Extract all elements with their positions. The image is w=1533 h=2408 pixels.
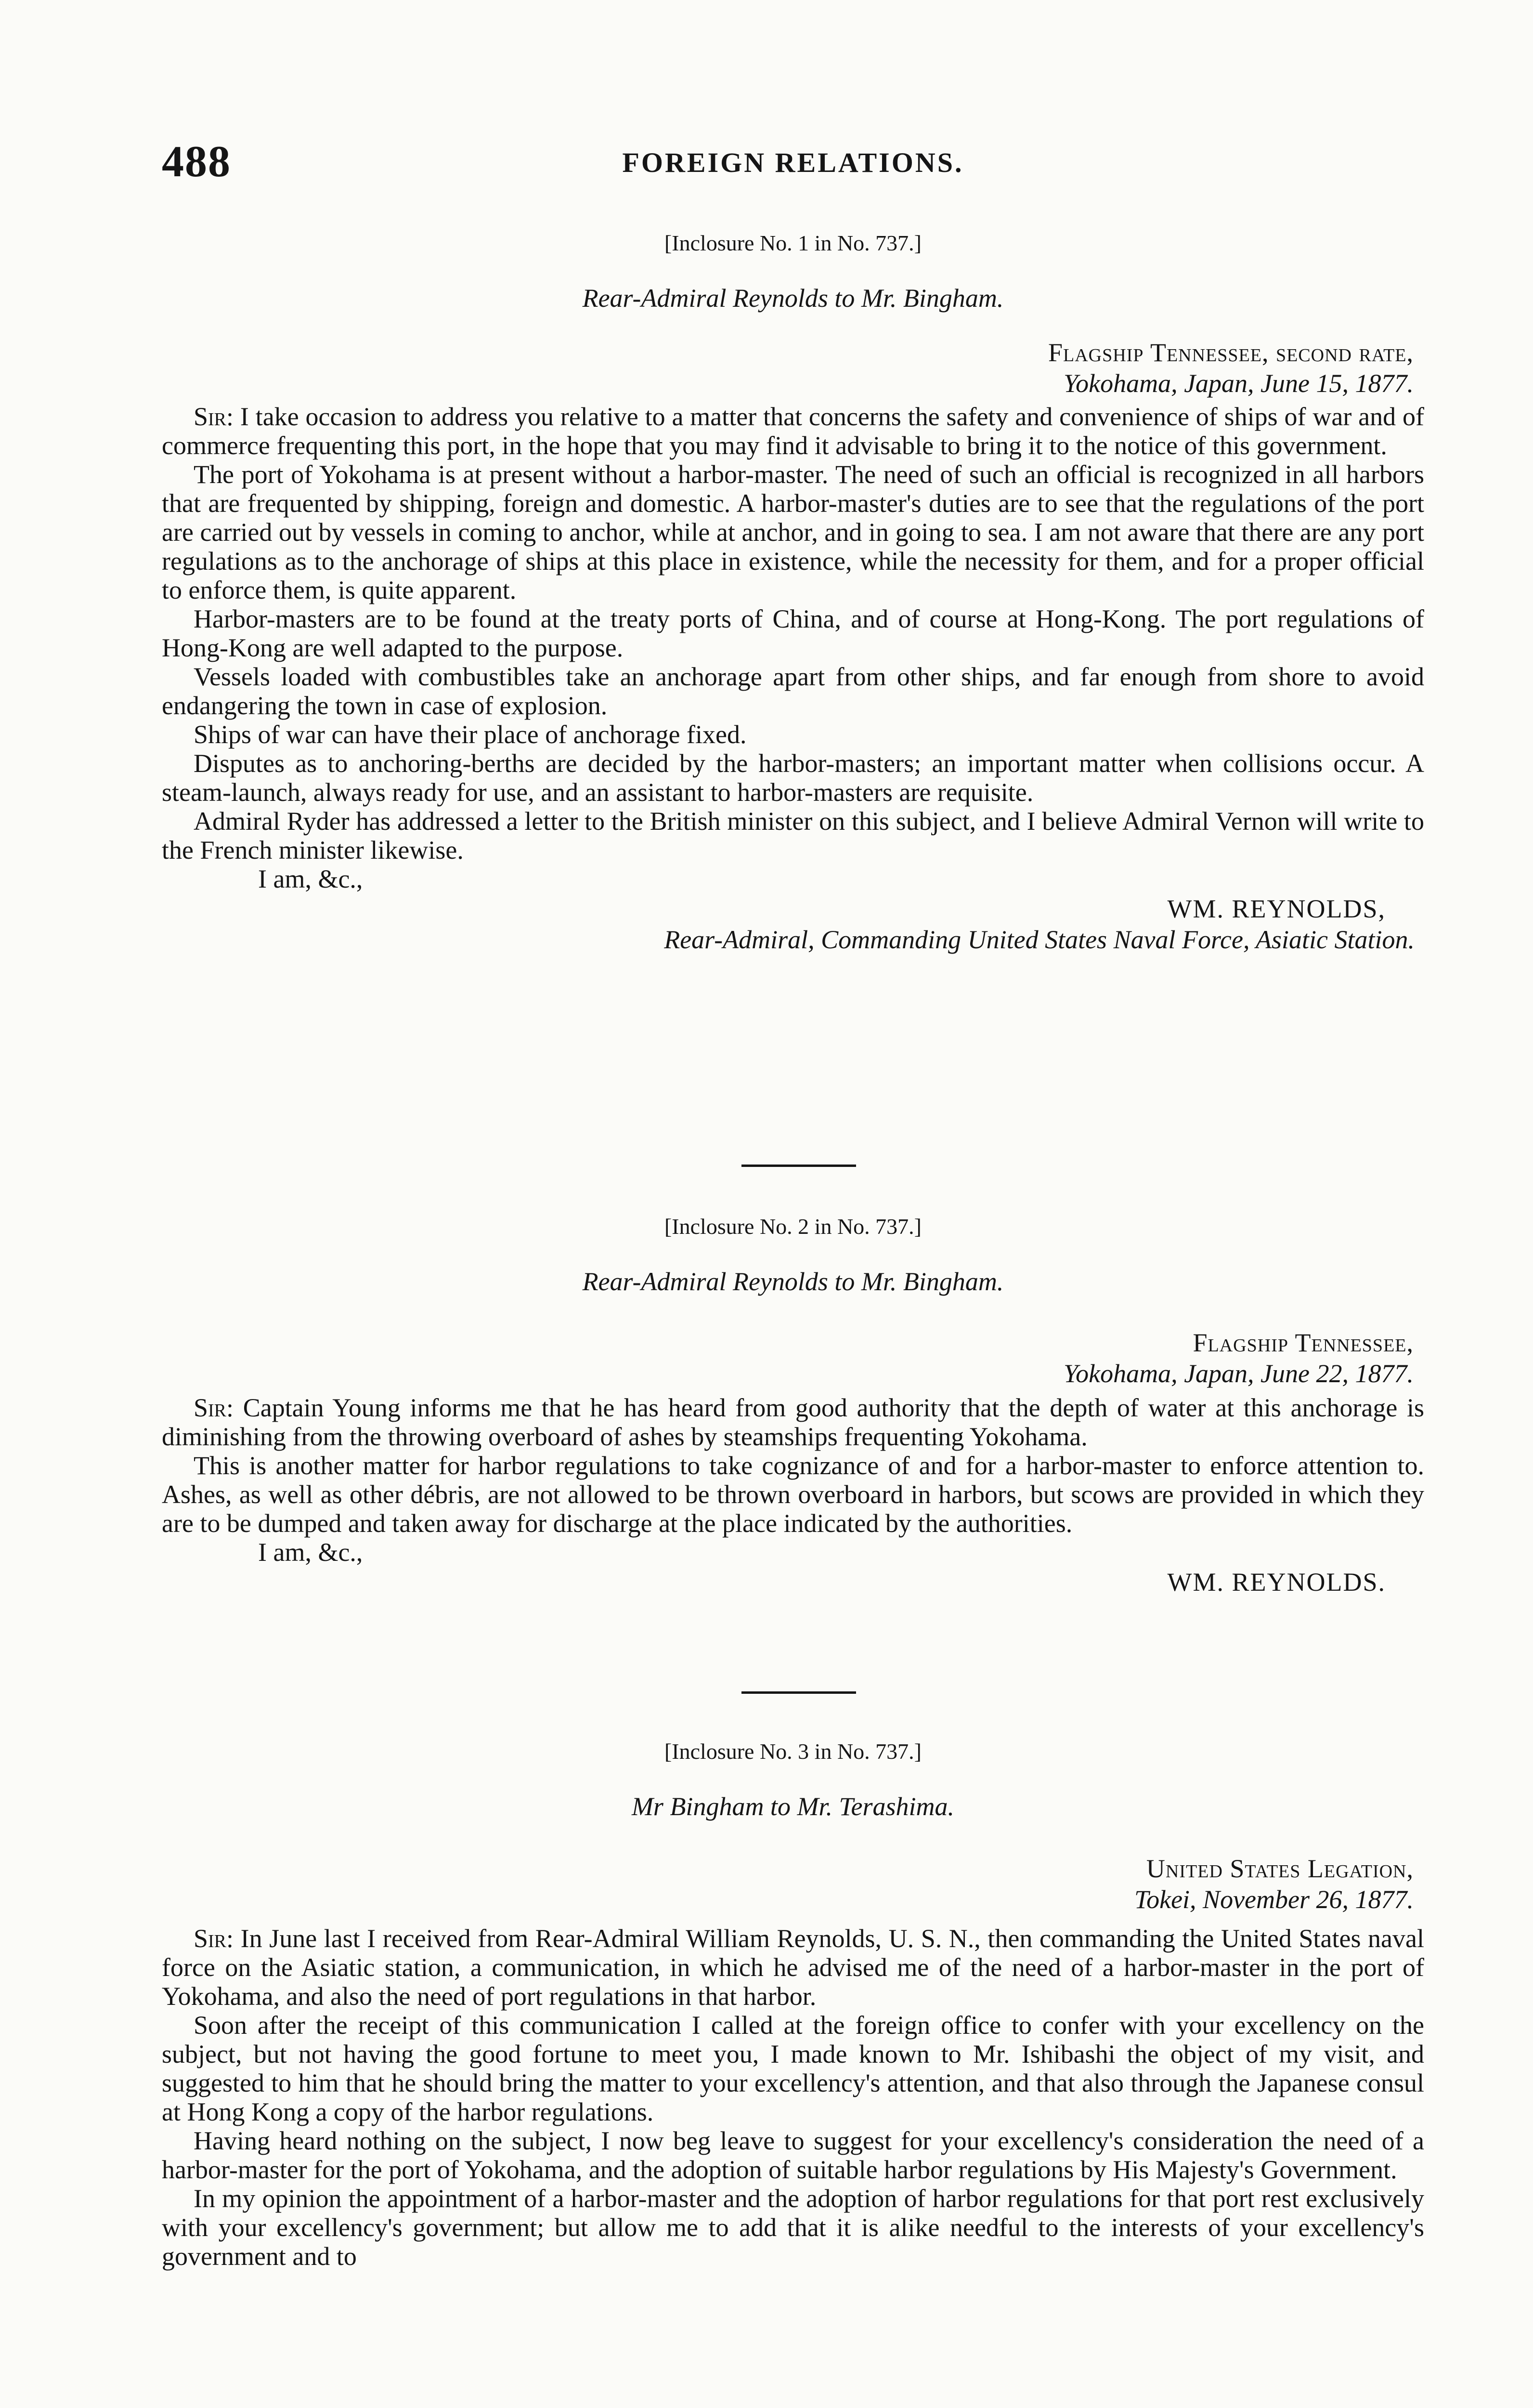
section-divider <box>741 1691 856 1694</box>
letter-2-headline: Rear-Admiral Reynolds to Mr. Bingham. <box>582 1267 1004 1296</box>
letter-3-date: Tokei, November 26, 1877. <box>1134 1885 1414 1914</box>
letter-3-place-date <box>162 1853 1424 1915</box>
letter-1-headline: Rear-Admiral Reynolds to Mr. Bingham. <box>582 284 1004 313</box>
letter-1-closing: I am, &c., <box>258 864 363 893</box>
letter-3-body <box>162 1924 1424 2271</box>
letter-2-paragraph: This is another matter for harbor regulations to take cognizance of and for a harbor-master to enforce attention to. Ashes, as well as other débris, are not allowed to be thrown overboard in harbors, but scows are provided in which they are to be dumped and taken away for discharge at the place indicated by the authorities. <box>162 1451 1424 1538</box>
salutation: Sir: <box>194 1393 234 1422</box>
page-number: 488 <box>162 137 231 186</box>
letter-1-paragraph: Disputes as to anchoring-berths are decided by the harbor-masters; an important matter when collisions occur. A steam-launch, always ready for use, and an assistant to harbor-masters are requisite. <box>162 749 1424 807</box>
letter-2-signature: WM. REYNOLDS. <box>1167 1568 1386 1597</box>
letter-3-headline: Mr Bingham to Mr. Terashima. <box>631 1792 955 1821</box>
letter-2-closing: I am, &c., <box>258 1538 363 1567</box>
letter-2-place-date <box>162 1327 1424 1389</box>
letter-3-paragraph: In my opinion the appointment of a harbor-master and the adoption of harbor regulations for that port rest exclusively with your excellency's government; but allow me to add that it is alike needful to the interests of your excellency's government and to <box>162 2184 1424 2271</box>
letter-1-paragraph: Ships of war can have their place of anchorage fixed. <box>194 720 747 749</box>
enclosure-3-caption: [Inclosure No. 3 in No. 737.] <box>664 1739 922 1764</box>
letter-1-signature-title: Rear-Admiral, Commanding United States Naval Force, Asiatic Station. <box>664 925 1415 954</box>
letter-1-paragraph: Sir: I take occasion to address you relative to a matter that concerns the safety and convenience of ships of war and of commerce frequenting this port, in the hope that you may find it advisable to bring it to the notice of this government. <box>162 402 1424 460</box>
letter-1-place-date <box>162 337 1424 399</box>
section-divider <box>741 1165 856 1167</box>
letter-1-signature: WM. REYNOLDS, <box>1167 894 1386 923</box>
letter-1-date: Yokohama, Japan, June 15, 1877. <box>1064 369 1414 398</box>
letter-3-paragraph: Sir: In June last I received from Rear-Admiral William Reynolds, U. S. N., then commanding the United States naval force on the Asiatic station, a communication, in which he advised me of the need of a harbor-master in the port of Yokohama, and also the need of port regulations in that harbor. <box>162 1924 1424 2011</box>
letter-1-paragraph: Vessels loaded with combustibles take an anchorage apart from other ships, and far enough from shore to avoid endangering the town in case of explosion. <box>162 662 1424 720</box>
letter-3-paragraph: Soon after the receipt of this communication I called at the foreign office to confer with your excellency on the subject, but not having the good fortune to meet you, I made known to Mr. Ishibashi the object of my visit, and suggested to him that he should bring the matter to your excellency's attention, and that also through the Japanese consul at Hong Kong a copy of the harbor regulations. <box>162 2011 1424 2126</box>
salutation: Sir: <box>194 402 234 431</box>
letter-2-date: Yokohama, Japan, June 22, 1877. <box>1064 1359 1414 1388</box>
enclosure-1-caption: [Inclosure No. 1 in No. 737.] <box>664 231 922 255</box>
letter-1-body <box>162 402 1424 955</box>
page-header <box>162 136 1424 189</box>
letter-2-paragraph: Sir: Captain Young informs me that he has heard from good authority that the depth of water at this anchorage is diminishing from the throwing overboard of ashes by steamships frequenting Yokohama. <box>162 1393 1425 1451</box>
letter-1-paragraph: Admiral Ryder has addressed a letter to the British minister on this subject, and I believe Admiral Vernon will write to the French minister likewise. <box>162 807 1424 864</box>
letter-3-place: United States Legation, <box>1146 1854 1414 1883</box>
letter-1-paragraph: Harbor-masters are to be found at the treaty ports of China, and of course at Hong-Kong. The port regulations of Hong-Kong are well adapted to the purpose. <box>162 604 1424 662</box>
running-title: FOREIGN RELATIONS. <box>622 147 964 178</box>
letter-3-paragraph: Having heard nothing on the subject, I now beg leave to suggest for your excellency's consideration the need of a harbor-master for the port of Yokohama, and the adoption of suitable harbor regulations by His Majesty's Government. <box>162 2126 1424 2184</box>
letter-1-place: Flagship Tennessee, second rate, <box>1048 338 1414 367</box>
letter-2-body <box>162 1393 1424 1597</box>
salutation: Sir: <box>194 1924 234 1953</box>
enclosure-2-caption: [Inclosure No. 2 in No. 737.] <box>664 1214 922 1239</box>
letter-1-paragraph: The port of Yokohama is at present without a harbor-master. The need of such an official is recognized in all harbors that are frequented by shipping, foreign and domestic. A harbor-master's duties are to see that the regulations of the port are carried out by vessels in coming to anchor, while at anchor, and in going to sea. I am not aware that there are any port regulations as to the anchorage of ships at this place in existence, while the necessity for them, and for a proper official to enforce them, is quite apparent. <box>162 460 1424 604</box>
letter-2-place: Flagship Tennessee, <box>1193 1328 1414 1357</box>
